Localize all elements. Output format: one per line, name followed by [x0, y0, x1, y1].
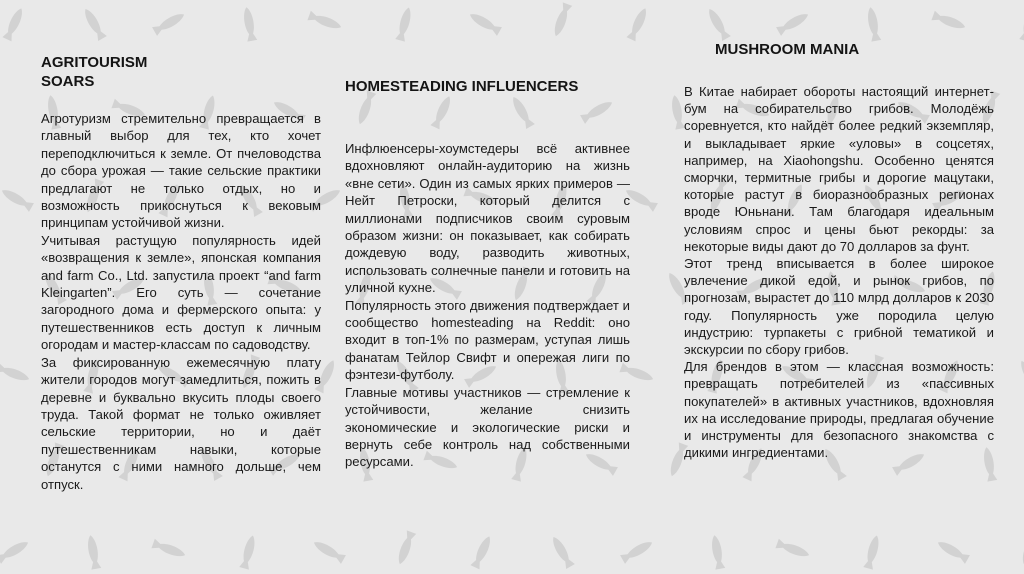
- fish-decoration: [0, 186, 34, 212]
- fish-decoration: [931, 11, 966, 32]
- fish-decoration: [1019, 6, 1024, 41]
- fish-decoration: [85, 534, 101, 569]
- fish-decoration: [312, 538, 346, 564]
- homesteading-paragraph-1: Инфлюенсеры-хоумстедеры всё активнее вдохновляют онлайн-аудиторию на жизнь «вне сети». Один из самых ярких примеров — Нейт Петроски, который делится с миллионами подписчиков своим суровым образом жизни: он показывает, как собирать дождевую воду, разводить животных, использовать солнечные панели и готовить на уличной кухне.: [345, 141, 630, 296]
- fish-decoration: [470, 534, 493, 569]
- homesteading-paragraph-2: Популярность этого движения подтверждает и сообщество homesteading на Reddit: оно входит в топ-1% по размерам, уступая лишь фанатам Тейлор Свифт и опережая лиги по фэнтези-футболу.: [345, 297, 630, 383]
- fish-decoration: [775, 539, 810, 560]
- mushroom-heading: MUSHROOM MANIA: [715, 41, 860, 58]
- fish-decoration: [936, 538, 970, 564]
- fish-decoration: [776, 10, 810, 36]
- fish-decoration: [669, 94, 685, 129]
- homesteading-heading: HOMESTEADING INFLUENCERS: [345, 78, 579, 95]
- mushroom-paragraph-1: В Китае набирает обороты настоящий интернет-бум на собирательство грибов. Молодёжь соревнуется, кто найдёт более редкий экземпляр, и выкладывает яркие «уловы» в соцсетях, например, на Xiaohongshu. Особенно ценятся сморчки, термитные грибы и дорогие мацутаки, которые растут в биоразнообразных регионах вроде Юньнани. Там благодаря идеальным условиям спрос и цены бьют рекорды: за некоторые виды дают до 70 долларов за фунт.: [684, 84, 994, 254]
- agritourism-heading: AGRITOURISM SOARS: [41, 54, 148, 90]
- agritourism-paragraph-1: Агротуризм стремительно превращается в главный выбор для тех, кто хочет переподключиться к земле. От пчеловодства до сбора урожая — такие сельские практики предлагают не только отдых, но и возможность прикоснуться к вековым принципам устойчивой жизни.: [41, 111, 321, 231]
- fish-decoration: [395, 6, 413, 41]
- fish-decoration: [1019, 530, 1024, 565]
- fish-decoration: [0, 538, 30, 564]
- fish-decoration: [1017, 359, 1024, 393]
- fish-decoration: [705, 7, 731, 41]
- fish-decoration: [709, 534, 725, 569]
- column-mushroom: [684, 40, 994, 461]
- mushroom-paragraph-2: Этот тренд вписывается в более широкое увлечение дикой едой, и рынок грибов, по прогнозам, вырастет до 110 млрд долларов к 2030 году. Популярность уже породила целую индустрию: турпакеты с грибной тематикой и экскурсии по сбору грибов.: [684, 256, 994, 358]
- fish-decoration: [468, 10, 502, 36]
- fish-decoration: [307, 11, 342, 32]
- fish-decoration: [865, 6, 881, 41]
- homesteading-paragraph-3: Главные мотивы участников — стремление к устойчивости, желание снизить экономические и экологические риски и вернуть себе контроль над собственными ресурсами.: [345, 384, 630, 470]
- fish-decoration: [0, 363, 31, 384]
- fish-decoration: [239, 534, 257, 569]
- fish-decoration: [241, 6, 257, 41]
- fish-decoration: [626, 6, 649, 41]
- fish-decoration: [620, 538, 654, 564]
- agritourism-paragraph-2: Учитывая растущую популярность идей «возвращения к земле», японская компания and farm Co., Ltd. запустила проект “and farm Kleingarten”. Его суть — сочетание загородного дома и фермерского опыта: у путешественников есть доступ к личным огородам и мастер-классам по садоводству.: [41, 232, 321, 353]
- column-homesteading: [345, 77, 630, 471]
- fish-decoration: [152, 10, 186, 36]
- fish-decoration: [2, 6, 25, 41]
- fish-decoration: [395, 530, 416, 565]
- fish-decoration: [151, 539, 186, 560]
- fish-decoration: [863, 534, 881, 569]
- fish-decoration: [81, 7, 107, 41]
- mushroom-paragraph-3: Для брендов в этом — классная возможность: превращать потребителей из «пассивных покупателей» в активных участников, вдохновляя их на исследование природы, предлагая обучение и инструменты для безопасного знакомства с дикими ингредиентами.: [684, 359, 994, 461]
- agritourism-paragraph-3: За фиксированную ежемесячную плату жители городов могут замедлиться, пожить в деревне и буквально вкусить плоды своего труда. Такой формат не только оживляет сельские территории, но и даёт путешественникам навыки, которые останутся с ними намного дольше, чем отпуск.: [41, 354, 321, 492]
- fish-decoration: [549, 535, 575, 569]
- fish-decoration: [551, 2, 572, 37]
- column-agritourism: [41, 53, 321, 493]
